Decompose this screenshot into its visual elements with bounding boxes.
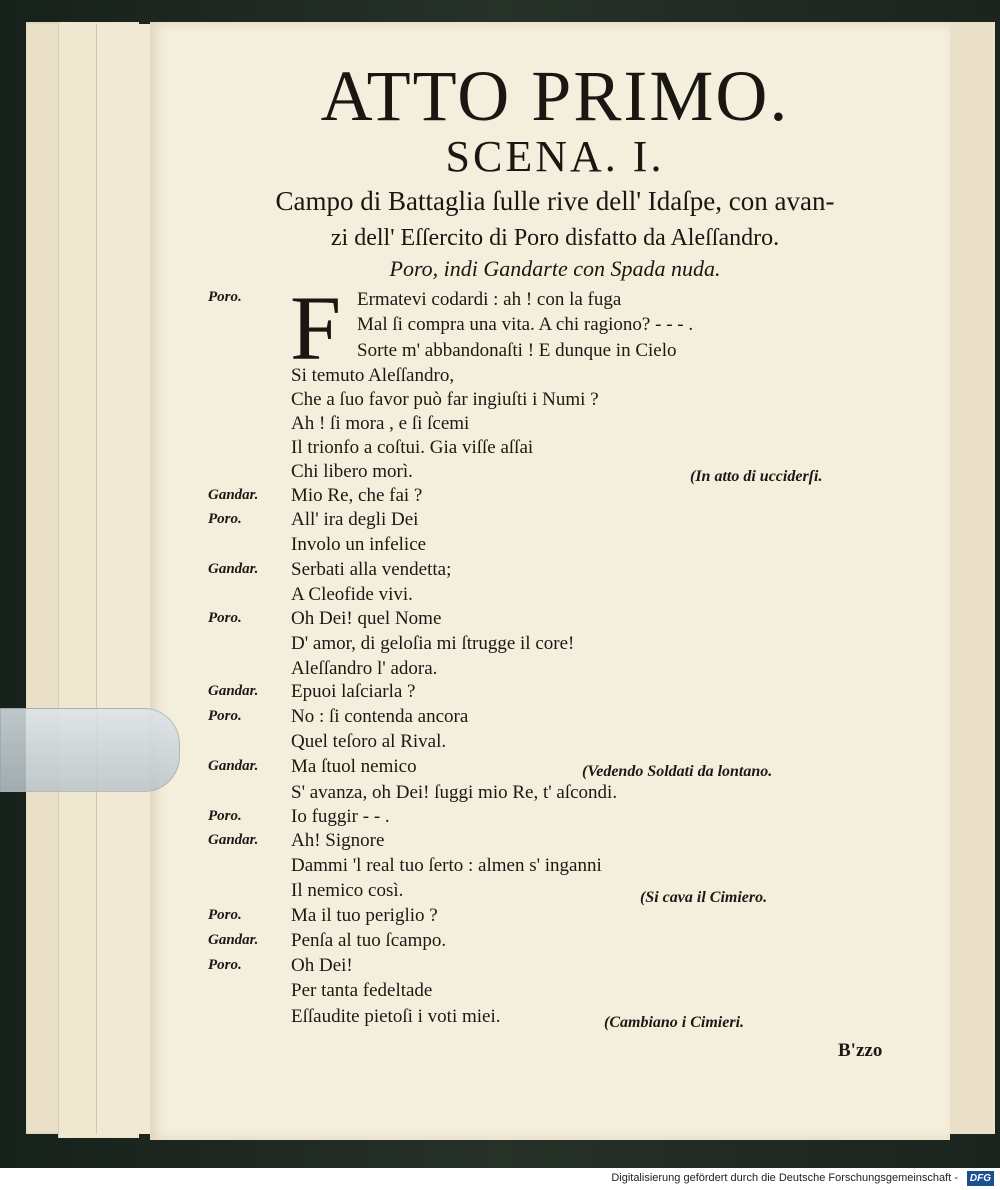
speaker-label: Gandar. bbox=[208, 832, 259, 848]
verse-line: Epuoi laſciarla ? bbox=[291, 681, 416, 702]
scene-description: Campo di Battaglia ſulle rive dell' Idaſpe, con avan- bbox=[275, 186, 835, 216]
verse-line: Chi libero morì. bbox=[291, 461, 413, 482]
verse-line: Eſſaudite pietoſi i voti miei. bbox=[291, 1006, 501, 1027]
dfg-logo: DFG bbox=[967, 1171, 994, 1186]
speaker-label: Gandar. bbox=[208, 932, 259, 948]
verse-line: Si temuto Aleſſandro, bbox=[291, 365, 455, 386]
verse-line: Involo un infelice bbox=[291, 534, 427, 555]
speaker-label: Poro. bbox=[208, 289, 242, 305]
verse-line: All' ira degli Dei bbox=[291, 509, 419, 530]
verse-line: Dammi 'l real tuo ſerto : almen s' inganni bbox=[291, 855, 602, 876]
drop-cap: F bbox=[290, 277, 342, 379]
stage-direction: (Si cava il Cimiero. bbox=[640, 889, 768, 906]
speaker-label: Poro. bbox=[208, 907, 242, 923]
verse-line: Ma il tuo periglio ? bbox=[291, 905, 438, 926]
verse-line: Per tanta fedeltade bbox=[291, 980, 433, 1001]
verse-line: A Cleofide vivi. bbox=[291, 584, 413, 605]
speaker-label: Gandar. bbox=[208, 758, 259, 774]
verse-line: Il nemico così. bbox=[291, 880, 404, 901]
act-title: ATTO PRIMO. bbox=[320, 56, 790, 136]
verse-line: Che a ſuo favor può far ingiuſti i Numi ? bbox=[291, 389, 599, 410]
stage-direction: (Vedendo Soldati da lontano. bbox=[582, 763, 773, 780]
speaker-label: Poro. bbox=[208, 511, 242, 527]
verse-line: Il trionfo a coſtui. Gia viſſe aſſai bbox=[291, 437, 534, 458]
verse-line: Penſa al tuo ſcampo. bbox=[291, 930, 447, 951]
verse-line: Aleſſandro l' adora. bbox=[291, 658, 438, 679]
verse-line: Ermatevi codardi : ah ! con la fuga bbox=[357, 289, 622, 310]
verse-line: Sorte m' abbandonaſti ! E dunque in Cielo bbox=[357, 340, 677, 361]
stage-direction: (In atto di ucciderſi. bbox=[690, 468, 823, 485]
verse-line: Ah ! ſi mora , e ſi ſcemi bbox=[291, 413, 470, 434]
scene-description: zi dell' Eſſercito di Poro disfatto da Aleſſandro. bbox=[330, 225, 780, 251]
speaker-label: Poro. bbox=[208, 610, 242, 626]
scene-characters: Poro, indi Gandarte con Spada nuda. bbox=[389, 256, 721, 281]
footer-bar bbox=[0, 1168, 1000, 1190]
stage-direction: (Cambiano i Cimieri. bbox=[604, 1014, 745, 1031]
verse-line: Mal ſi compra una vita. A chi ragiono? - - - . bbox=[357, 314, 694, 335]
speaker-label: Poro. bbox=[208, 957, 242, 973]
verse-line: Quel teſoro al Rival. bbox=[291, 731, 447, 752]
verse-line: Oh Dei! bbox=[291, 955, 353, 976]
verse-line: Mio Re, che fai ? bbox=[291, 485, 423, 506]
speaker-label: Gandar. bbox=[208, 561, 259, 577]
catchword: B'zzo bbox=[838, 1040, 883, 1061]
verse-line: Io fuggir - - . bbox=[291, 806, 390, 827]
verse-line: Ma ſtuol nemico bbox=[291, 756, 417, 777]
verse-line: Oh Dei! quel Nome bbox=[291, 608, 442, 629]
funding-notice: Digitalisierung gefördert durch die Deutsche Forschungsgemeinschaft - bbox=[611, 1172, 958, 1184]
speaker-label: Gandar. bbox=[208, 487, 259, 503]
verse-line: Serbati alla vendetta; bbox=[291, 559, 452, 580]
speaker-label: Gandar. bbox=[208, 683, 259, 699]
verse-line: No : ſi contenda ancora bbox=[291, 706, 469, 727]
speaker-label: Poro. bbox=[208, 708, 242, 724]
verse-line: Ah! Signore bbox=[291, 830, 385, 851]
verse-line: D' amor, di geloſia mi ſtrugge il core! bbox=[291, 633, 575, 654]
verse-line: S' avanza, oh Dei! ſuggi mio Re, t' aſcondi. bbox=[291, 782, 618, 803]
speaker-label: Poro. bbox=[208, 808, 242, 824]
scene-title: SCENA. I. bbox=[445, 132, 665, 181]
